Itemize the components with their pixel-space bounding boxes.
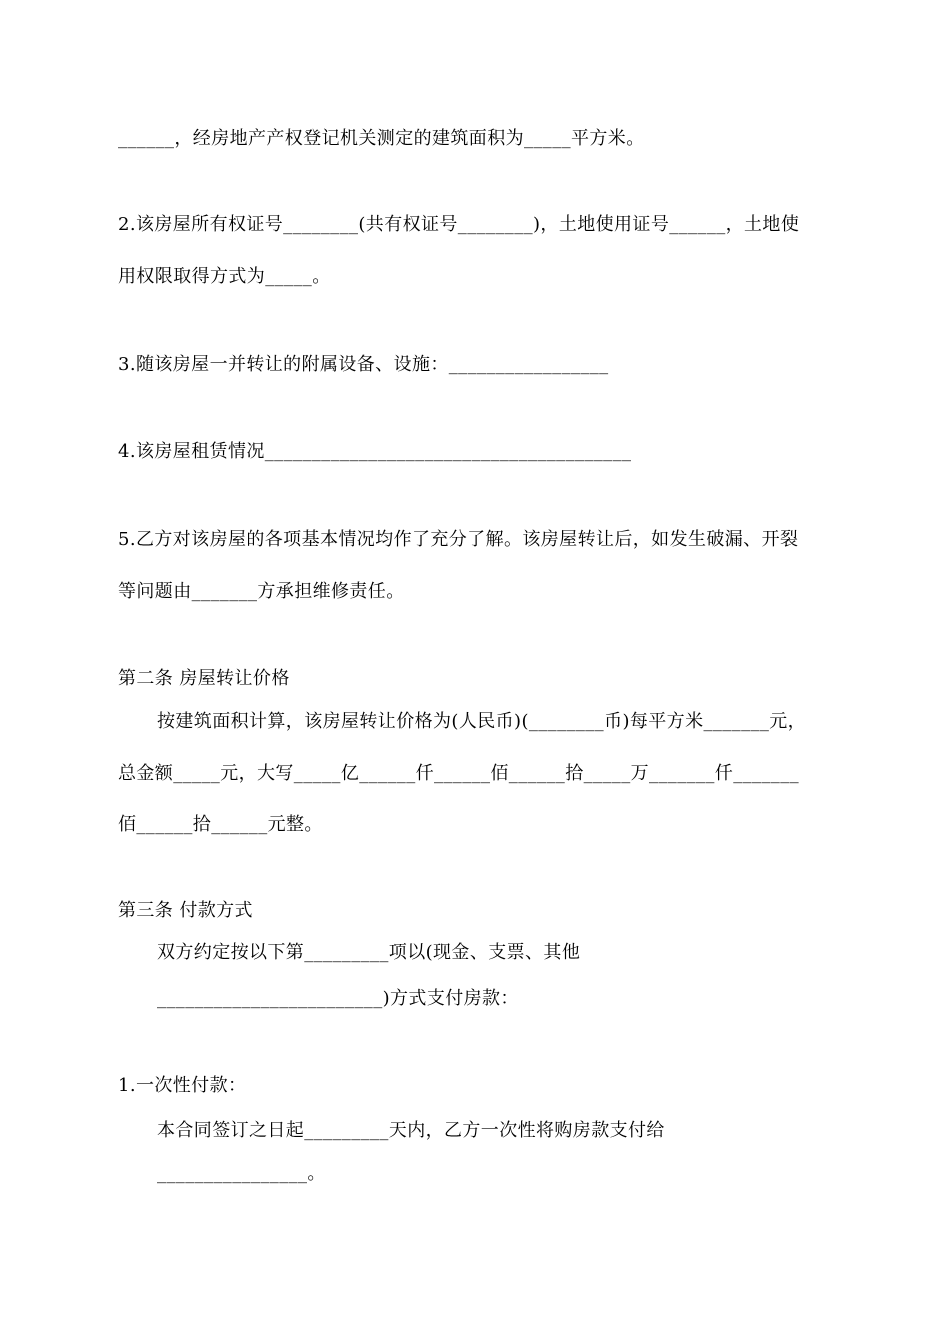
article-3-heading: 第三条 付款方式 [118, 900, 253, 921]
article-2-price-line-2: 总金额_____元，大写_____亿______仟______佰______拾_____万_______仟_______ [118, 763, 799, 784]
clause-4-lease-line: 4.该房屋租赁情况_______________________________________ [118, 441, 632, 462]
clause-2-certificate-line: 2.该房屋所有权证号________(共有权证号________)，土地使用证号______，土地使 [118, 214, 800, 235]
article-2-heading: 第二条 房屋转让价格 [118, 668, 290, 689]
clause-area-line: ______，经房地产产权登记机关测定的建筑面积为_____平方米。 [118, 128, 645, 149]
clause-5-line-2: 等问题由_______方承担维修责任。 [118, 581, 405, 602]
clause-2-land-use-line: 用权限取得方式为_____。 [118, 266, 331, 287]
article-3-payment-line-2: ________________________)方式支付房款： [157, 988, 519, 1009]
lump-sum-heading: 1.一次性付款： [118, 1075, 247, 1096]
clause-3-facilities-line: 3.随该房屋一并转让的附属设备、设施：_________________ [118, 354, 609, 375]
lump-sum-line-1: 本合同签订之日起_________天内，乙方一次性将购房款支付给 [157, 1120, 665, 1141]
clause-5-line-1: 5.乙方对该房屋的各项基本情况均作了充分了解。该房屋转让后，如发生破漏、开裂 [118, 529, 799, 550]
article-3-payment-line-1: 双方约定按以下第_________项以(现金、支票、其他 [157, 942, 581, 963]
article-2-price-line-1: 按建筑面积计算，该房屋转让价格为(人民币)(________币)每平方米_______元， [157, 711, 807, 732]
article-2-price-line-3: 佰______拾______元整。 [118, 814, 323, 835]
lump-sum-line-2: ________________。 [157, 1163, 326, 1184]
